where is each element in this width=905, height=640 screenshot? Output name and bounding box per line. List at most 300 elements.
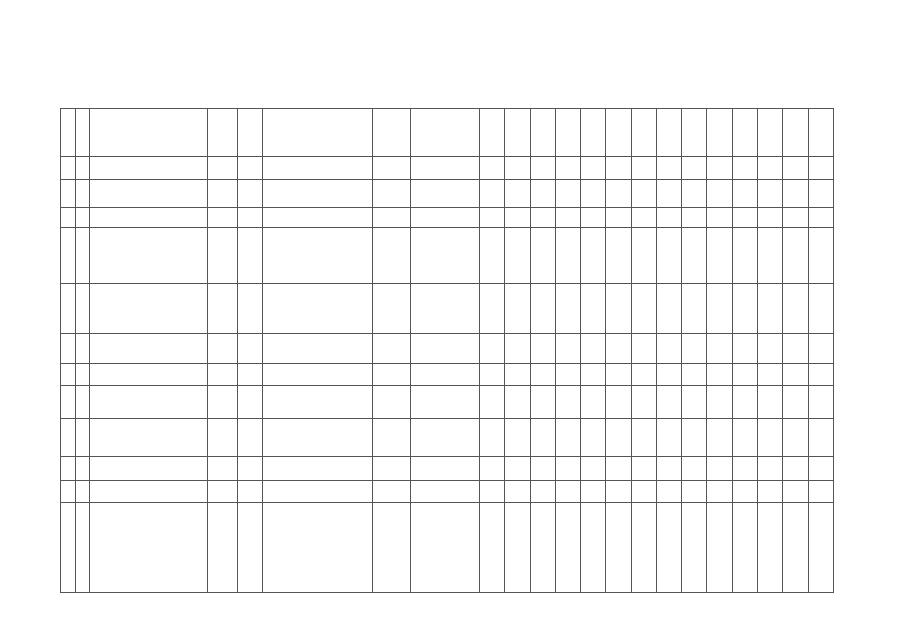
table-cell <box>480 503 505 593</box>
table-cell <box>75 109 90 157</box>
table-cell <box>707 419 732 457</box>
table-cell <box>237 386 262 419</box>
table-cell <box>505 481 530 503</box>
table-cell <box>530 503 555 593</box>
table-cell <box>530 457 555 481</box>
table-cell <box>61 334 76 364</box>
table-cell <box>656 157 681 180</box>
table-cell <box>555 284 580 334</box>
table-cell <box>61 503 76 593</box>
table-cell <box>682 228 707 284</box>
table-cell <box>758 457 783 481</box>
table-cell <box>656 386 681 419</box>
table-cell <box>758 157 783 180</box>
table-cell <box>410 157 480 180</box>
table-cell <box>237 364 262 386</box>
table-cell <box>480 228 505 284</box>
table-cell <box>505 109 530 157</box>
table-cell <box>530 157 555 180</box>
table-cell <box>581 503 606 593</box>
table-cell <box>656 334 681 364</box>
table-cell <box>263 180 373 208</box>
table-cell <box>505 180 530 208</box>
table-cell <box>631 180 656 208</box>
table-cell <box>783 180 808 208</box>
table-cell <box>808 228 833 284</box>
table-cell <box>61 109 76 157</box>
table-cell <box>372 284 410 334</box>
table-cell <box>372 481 410 503</box>
table-cell <box>606 481 631 503</box>
table-cell <box>631 364 656 386</box>
table-cell <box>90 157 208 180</box>
table-cell <box>208 109 237 157</box>
table-cell <box>656 364 681 386</box>
table-cell <box>480 364 505 386</box>
table-cell <box>410 386 480 419</box>
table-cell <box>237 457 262 481</box>
table-row <box>61 208 834 228</box>
table-cell <box>656 109 681 157</box>
table-cell <box>480 180 505 208</box>
table-cell <box>631 109 656 157</box>
table-cell <box>75 284 90 334</box>
table-cell <box>606 419 631 457</box>
table-cell <box>707 457 732 481</box>
table-cell <box>682 386 707 419</box>
table-cell <box>372 109 410 157</box>
table-cell <box>682 419 707 457</box>
table-cell <box>783 109 808 157</box>
table-cell <box>372 180 410 208</box>
table-cell <box>480 157 505 180</box>
table-cell <box>75 180 90 208</box>
table-cell <box>263 386 373 419</box>
table-cell <box>555 481 580 503</box>
table-cell <box>758 180 783 208</box>
table-cell <box>758 228 783 284</box>
table-cell <box>808 157 833 180</box>
table-cell <box>808 109 833 157</box>
table-cell <box>505 208 530 228</box>
table-cell <box>606 334 631 364</box>
table-cell <box>682 109 707 157</box>
table-cell <box>732 386 757 419</box>
table-cell <box>75 386 90 419</box>
table-cell <box>372 157 410 180</box>
table-row <box>61 228 834 284</box>
table-cell <box>808 364 833 386</box>
table-cell <box>208 386 237 419</box>
table-cell <box>237 180 262 208</box>
table-cell <box>555 457 580 481</box>
table-cell <box>682 364 707 386</box>
table-cell <box>263 481 373 503</box>
table-cell <box>75 481 90 503</box>
table-cell <box>758 481 783 503</box>
table-cell <box>208 419 237 457</box>
table-cell <box>606 364 631 386</box>
table-row <box>61 109 834 157</box>
table-cell <box>61 157 76 180</box>
table-cell <box>480 481 505 503</box>
table-cell <box>682 180 707 208</box>
table-cell <box>732 481 757 503</box>
table-cell <box>75 208 90 228</box>
table-cell <box>263 284 373 334</box>
table-cell <box>208 503 237 593</box>
table-cell <box>410 109 480 157</box>
table-cell <box>237 481 262 503</box>
table-cell <box>808 284 833 334</box>
table-cell <box>530 208 555 228</box>
table-cell <box>758 208 783 228</box>
table-cell <box>90 503 208 593</box>
table-cell <box>631 208 656 228</box>
table-cell <box>505 334 530 364</box>
table-cell <box>656 284 681 334</box>
table-cell <box>90 208 208 228</box>
table-cell <box>208 457 237 481</box>
table-cell <box>410 208 480 228</box>
table-row <box>61 180 834 208</box>
table-cell <box>606 208 631 228</box>
table-cell <box>237 208 262 228</box>
table-cell <box>606 180 631 208</box>
table-cell <box>581 386 606 419</box>
table-cell <box>555 109 580 157</box>
table-cell <box>581 419 606 457</box>
table-cell <box>682 481 707 503</box>
table-cell <box>480 208 505 228</box>
table-cell <box>530 228 555 284</box>
table-cell <box>237 284 262 334</box>
table-cell <box>61 364 76 386</box>
table-cell <box>61 180 76 208</box>
table-cell <box>783 208 808 228</box>
table-cell <box>682 457 707 481</box>
table-cell <box>410 457 480 481</box>
table-cell <box>656 419 681 457</box>
table-cell <box>372 419 410 457</box>
table-cell <box>631 503 656 593</box>
table-cell <box>656 503 681 593</box>
table-cell <box>732 364 757 386</box>
table-cell <box>61 228 76 284</box>
table-cell <box>90 457 208 481</box>
table-cell <box>758 419 783 457</box>
table-cell <box>581 109 606 157</box>
table-cell <box>732 157 757 180</box>
table-cell <box>808 386 833 419</box>
table-cell <box>505 419 530 457</box>
table-cell <box>480 457 505 481</box>
table-cell <box>237 503 262 593</box>
table-cell <box>808 208 833 228</box>
table-cell <box>555 208 580 228</box>
table-cell <box>631 157 656 180</box>
document-table <box>60 108 834 593</box>
table-cell <box>555 419 580 457</box>
table-cell <box>90 180 208 208</box>
table-cell <box>505 364 530 386</box>
table-cell <box>707 208 732 228</box>
table-cell <box>372 364 410 386</box>
table-cell <box>707 109 732 157</box>
table-row <box>61 503 834 593</box>
table-cell <box>263 157 373 180</box>
table-cell <box>555 503 580 593</box>
table-cell <box>581 334 606 364</box>
table-cell <box>783 457 808 481</box>
table-cell <box>480 109 505 157</box>
table-cell <box>606 386 631 419</box>
table-cell <box>555 386 580 419</box>
table-cell <box>656 180 681 208</box>
table-cell <box>61 284 76 334</box>
table-cell <box>530 419 555 457</box>
table-cell <box>581 228 606 284</box>
table-cell <box>555 228 580 284</box>
table-cell <box>808 180 833 208</box>
table-row <box>61 364 834 386</box>
table-cell <box>732 503 757 593</box>
table-cell <box>581 481 606 503</box>
table-cell <box>237 419 262 457</box>
table-cell <box>732 334 757 364</box>
table-cell <box>606 157 631 180</box>
table-cell <box>783 481 808 503</box>
table-cell <box>555 334 580 364</box>
table-cell <box>783 386 808 419</box>
table-cell <box>808 457 833 481</box>
table-cell <box>581 157 606 180</box>
table-row <box>61 457 834 481</box>
table-cell <box>758 364 783 386</box>
table-cell <box>372 208 410 228</box>
table-cell <box>555 157 580 180</box>
table-cell <box>505 284 530 334</box>
table-cell <box>410 419 480 457</box>
table-cell <box>505 228 530 284</box>
table-cell <box>682 284 707 334</box>
table-cell <box>631 386 656 419</box>
table-cell <box>263 503 373 593</box>
table-cell <box>606 284 631 334</box>
table-cell <box>372 386 410 419</box>
table-cell <box>606 503 631 593</box>
table-cell <box>480 386 505 419</box>
table-cell <box>732 208 757 228</box>
table-cell <box>707 334 732 364</box>
table-cell <box>61 419 76 457</box>
table-cell <box>263 109 373 157</box>
table-cell <box>372 457 410 481</box>
table-cell <box>581 284 606 334</box>
table-cell <box>656 228 681 284</box>
table-cell <box>263 228 373 284</box>
table-cell <box>208 481 237 503</box>
table-cell <box>75 419 90 457</box>
table-cell <box>758 386 783 419</box>
table-cell <box>90 364 208 386</box>
table-cell <box>606 228 631 284</box>
table-cell <box>90 334 208 364</box>
table-cell <box>237 334 262 364</box>
table-cell <box>410 503 480 593</box>
table-cell <box>530 364 555 386</box>
table-cell <box>581 180 606 208</box>
table-cell <box>808 334 833 364</box>
table-cell <box>732 284 757 334</box>
table-cell <box>758 284 783 334</box>
table-cell <box>208 334 237 364</box>
table-cell <box>410 481 480 503</box>
table-cell <box>75 334 90 364</box>
table-cell <box>707 386 732 419</box>
table-cell <box>530 481 555 503</box>
table-cell <box>263 419 373 457</box>
table-cell <box>208 157 237 180</box>
table-cell <box>783 334 808 364</box>
table-cell <box>90 386 208 419</box>
table-cell <box>707 157 732 180</box>
table-cell <box>90 419 208 457</box>
table-cell <box>606 109 631 157</box>
table-row <box>61 334 834 364</box>
table-cell <box>505 157 530 180</box>
table-cell <box>581 457 606 481</box>
table-cell <box>783 503 808 593</box>
table-cell <box>783 228 808 284</box>
table-cell <box>581 208 606 228</box>
table-cell <box>783 157 808 180</box>
table-cell <box>656 481 681 503</box>
table-cell <box>707 284 732 334</box>
table-cell <box>90 481 208 503</box>
table-cell <box>237 228 262 284</box>
table-cell <box>783 364 808 386</box>
table-cell <box>208 180 237 208</box>
table-row <box>61 157 834 180</box>
table-cell <box>61 481 76 503</box>
table-cell <box>263 457 373 481</box>
table-row <box>61 386 834 419</box>
table-cell <box>263 208 373 228</box>
table-cell <box>372 228 410 284</box>
table-cell <box>410 228 480 284</box>
table-cell <box>75 503 90 593</box>
table-cell <box>90 284 208 334</box>
table-cell <box>75 228 90 284</box>
table-cell <box>208 364 237 386</box>
table-cell <box>237 157 262 180</box>
table-cell <box>631 457 656 481</box>
table-row <box>61 419 834 457</box>
table-cell <box>61 386 76 419</box>
table-cell <box>555 364 580 386</box>
table-cell <box>480 419 505 457</box>
table-cell <box>758 334 783 364</box>
table-cell <box>808 481 833 503</box>
table-cell <box>783 419 808 457</box>
table-cell <box>808 503 833 593</box>
table-row <box>61 481 834 503</box>
table-cell <box>707 364 732 386</box>
table-cell <box>682 157 707 180</box>
table-cell <box>631 228 656 284</box>
table-cell <box>75 157 90 180</box>
table-cell <box>90 109 208 157</box>
table-cell <box>758 503 783 593</box>
table-cell <box>505 503 530 593</box>
table-cell <box>682 208 707 228</box>
table-cell <box>656 457 681 481</box>
table-cell <box>263 334 373 364</box>
table-cell <box>208 208 237 228</box>
table-cell <box>732 228 757 284</box>
table-cell <box>758 109 783 157</box>
table-cell <box>631 481 656 503</box>
table-row <box>61 284 834 334</box>
table-cell <box>372 503 410 593</box>
table-cell <box>707 180 732 208</box>
table-cell <box>707 228 732 284</box>
table-cell <box>90 228 208 284</box>
table-cell <box>808 419 833 457</box>
table-cell <box>61 457 76 481</box>
table-cell <box>410 334 480 364</box>
table-cell <box>631 334 656 364</box>
table-cell <box>480 284 505 334</box>
table-cell <box>505 386 530 419</box>
table-cell <box>75 457 90 481</box>
table-cell <box>606 457 631 481</box>
table-cell <box>530 386 555 419</box>
table-cell <box>372 334 410 364</box>
table-body <box>61 109 834 593</box>
table-cell <box>480 334 505 364</box>
table-cell <box>631 419 656 457</box>
table-cell <box>631 284 656 334</box>
table-cell <box>530 284 555 334</box>
table-cell <box>505 457 530 481</box>
table-cell <box>682 334 707 364</box>
table-cell <box>732 419 757 457</box>
table-cell <box>530 109 555 157</box>
table-cell <box>75 364 90 386</box>
table-cell <box>410 284 480 334</box>
table-cell <box>707 503 732 593</box>
table-cell <box>656 208 681 228</box>
table-cell <box>208 284 237 334</box>
table-cell <box>237 109 262 157</box>
table-cell <box>732 457 757 481</box>
table-cell <box>530 180 555 208</box>
table-cell <box>732 180 757 208</box>
table-cell <box>581 364 606 386</box>
table-cell <box>530 334 555 364</box>
table-cell <box>707 481 732 503</box>
table-cell <box>783 284 808 334</box>
table-cell <box>61 208 76 228</box>
table-cell <box>208 228 237 284</box>
table-cell <box>263 364 373 386</box>
table-cell <box>555 180 580 208</box>
table-cell <box>682 503 707 593</box>
table-cell <box>410 180 480 208</box>
table-cell <box>732 109 757 157</box>
